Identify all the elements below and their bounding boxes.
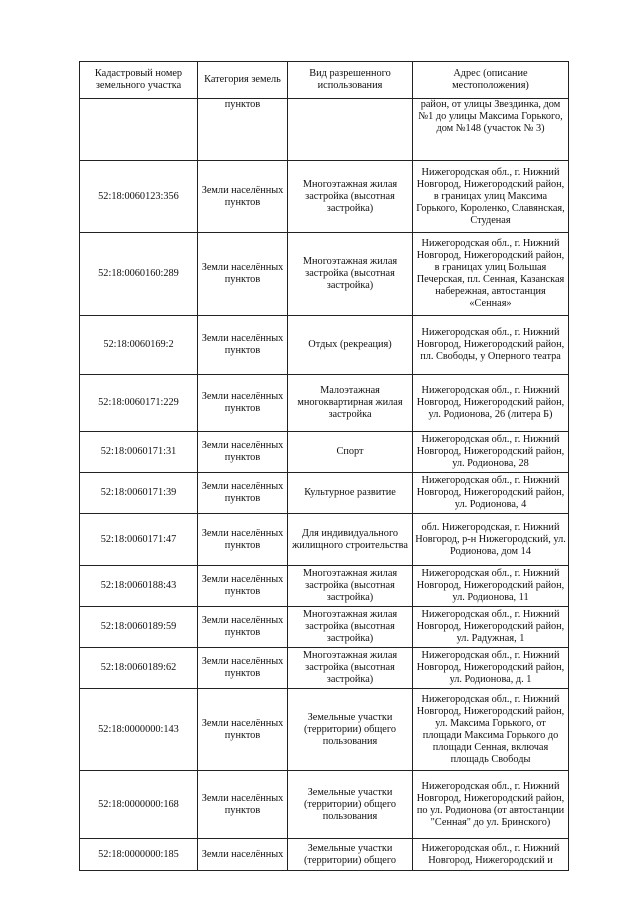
- cell-cadastral-number: 52:18:0000000:185: [80, 839, 198, 871]
- cell-address: Нижегородская обл., г. Нижний Новгород, Нижегородский район, ул. Родионова, 11: [413, 566, 569, 607]
- cell-address: Нижегородская обл., г. Нижний Новгород, Нижегородский район, ул. Максима Горького, от площади Максима Горького до площади Сенная, включая площадь Свободы: [413, 689, 569, 771]
- header-cadastral-number: Кадастровый номер земельного участка: [80, 62, 198, 99]
- cell-land-category: Земли населённых пунктов: [198, 607, 288, 648]
- cell-permitted-use: Спорт: [288, 432, 413, 473]
- cell-cadastral-number: 52:18:0060189:59: [80, 607, 198, 648]
- cell-permitted-use: Многоэтажная жилая застройка (высотная застройка): [288, 648, 413, 689]
- cell-cadastral-number: 52:18:0060189:62: [80, 648, 198, 689]
- table-row: [80, 607, 569, 648]
- cell-address: Нижегородская обл., г. Нижний Новгород, Нижегородский район, пл. Свободы, у Оперного театра: [413, 316, 569, 375]
- cell-address: Нижегородская обл., г. Нижний Новгород, Нижегородский район, ул. Родионова, 26 (литера Б): [413, 375, 569, 432]
- cell-cadastral-number: 52:18:0060169:2: [80, 316, 198, 375]
- cell-land-category: Земли населённых пунктов: [198, 648, 288, 689]
- table-row: [80, 375, 569, 432]
- cell-permitted-use: Многоэтажная жилая застройка (высотная застройка): [288, 233, 413, 316]
- cell-permitted-use: Отдых (рекреация): [288, 316, 413, 375]
- cell-address: Нижегородская обл., г. Нижний Новгород, Нижегородский и: [413, 839, 569, 871]
- cell-address: район, от улицы Звездинка, дом №1 до улицы Максима Горького, дом №148 (участок № 3): [413, 99, 569, 161]
- cell-land-category: Земли населённых пунктов: [198, 566, 288, 607]
- table-row: [80, 99, 569, 161]
- cell-permitted-use: Многоэтажная жилая застройка (высотная застройка): [288, 161, 413, 233]
- cell-permitted-use: Земельные участки (территории) общего пользования: [288, 771, 413, 839]
- cell-cadastral-number: 52:18:0060160:289: [80, 233, 198, 316]
- cell-permitted-use: Малоэтажная многоквартирная жилая застройка: [288, 375, 413, 432]
- cell-permitted-use: Многоэтажная жилая застройка (высотная застройка): [288, 566, 413, 607]
- table-row: [80, 771, 569, 839]
- cell-address: Нижегородская обл., г. Нижний Новгород, Нижегородский район, в границах улиц Максима Горького, Короленко, Славянская, Студеная: [413, 161, 569, 233]
- cell-permitted-use: Земельные участки (территории) общего пользования: [288, 689, 413, 771]
- cell-land-category: Земли населённых пунктов: [198, 233, 288, 316]
- cell-land-category: Земли населённых пунктов: [198, 689, 288, 771]
- cell-land-category: Земли населённых пунктов: [198, 375, 288, 432]
- cell-permitted-use: Многоэтажная жилая застройка (высотная застройка): [288, 607, 413, 648]
- header-permitted-use: Вид разрешенного использования: [288, 62, 413, 99]
- header-land-category: Категория земель: [198, 62, 288, 99]
- table-row: [80, 432, 569, 473]
- cell-permitted-use: Земельные участки (территории) общего: [288, 839, 413, 871]
- cell-address: обл. Нижегородская, г. Нижний Новгород, р-н Нижегородский, ул. Родионова, дом 14: [413, 514, 569, 566]
- table-row: [80, 514, 569, 566]
- cell-land-category: Земли населённых пунктов: [198, 771, 288, 839]
- cell-address: Нижегородская обл., г. Нижний Новгород, Нижегородский район, ул. Родионова, 28: [413, 432, 569, 473]
- cell-land-category: пунктов: [198, 99, 288, 161]
- table-row: [80, 648, 569, 689]
- cell-cadastral-number: 52:18:0000000:168: [80, 771, 198, 839]
- table-row: [80, 839, 569, 871]
- table-row: [80, 689, 569, 771]
- table-row: [80, 316, 569, 375]
- table-row: [80, 473, 569, 514]
- table-row: [80, 233, 569, 316]
- cell-cadastral-number: 52:18:0060123:356: [80, 161, 198, 233]
- cell-land-category: Земли населённых пунктов: [198, 514, 288, 566]
- header-address: Адрес (описание местоположения): [413, 62, 569, 99]
- cell-address: Нижегородская обл., г. Нижний Новгород, Нижегородский район, ул. Родионова, д. 1: [413, 648, 569, 689]
- cell-cadastral-number: 52:18:0060171:39: [80, 473, 198, 514]
- cell-address: Нижегородская обл., г. Нижний Новгород, Нижегородский район, в границах улиц Большая Печерская, пл. Сенная, Казанская набережная, автостанция «Сенная»: [413, 233, 569, 316]
- cell-address: Нижегородская обл., г. Нижний Новгород, Нижегородский район, ул. Радужная, 1: [413, 607, 569, 648]
- cell-permitted-use: Для индивидуального жилищного строительства: [288, 514, 413, 566]
- cell-address: Нижегородская обл., г. Нижний Новгород, Нижегородский район, по ул. Родионова (от автостанции "Сенная" до ул. Бринского): [413, 771, 569, 839]
- table-row: [80, 566, 569, 607]
- cell-land-category: Земли населённых пунктов: [198, 161, 288, 233]
- cell-land-category: Земли населённых пунктов: [198, 432, 288, 473]
- cell-land-category: Земли населённых пунктов: [198, 473, 288, 514]
- cell-cadastral-number: 52:18:0000000:143: [80, 689, 198, 771]
- cell-permitted-use: [288, 99, 413, 161]
- cell-cadastral-number: 52:18:0060171:31: [80, 432, 198, 473]
- land-plots-table: [79, 61, 569, 871]
- cell-cadastral-number: [80, 99, 198, 161]
- cell-land-category: Земли населённых пунктов: [198, 316, 288, 375]
- cell-cadastral-number: 52:18:0060171:47: [80, 514, 198, 566]
- cell-address: Нижегородская обл., г. Нижний Новгород, Нижегородский район, ул. Родионова, 4: [413, 473, 569, 514]
- table-header-row: [80, 62, 569, 99]
- cell-permitted-use: Культурное развитие: [288, 473, 413, 514]
- cell-land-category: Земли населённых: [198, 839, 288, 871]
- cell-cadastral-number: 52:18:0060188:43: [80, 566, 198, 607]
- table-row: [80, 161, 569, 233]
- cell-cadastral-number: 52:18:0060171:229: [80, 375, 198, 432]
